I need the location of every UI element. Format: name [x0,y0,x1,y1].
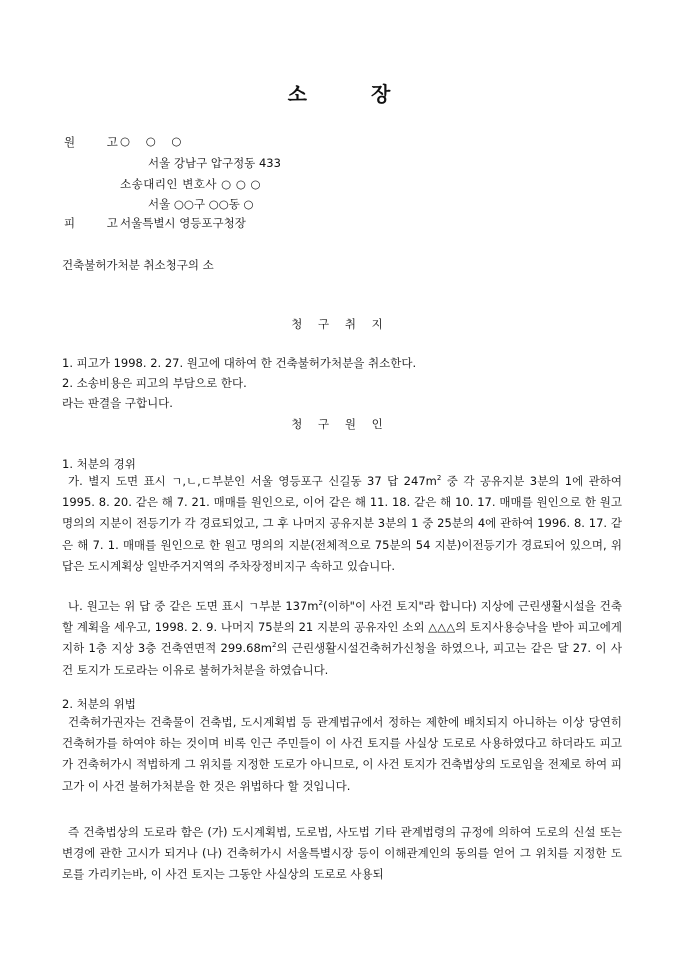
cause-heading: 청 구 원 인 [291,417,389,431]
claim-closing: 라는 판결을 구합니다. [62,396,173,410]
claim-item-1: 1. 피고가 1998. 2. 27. 원고에 대하여 한 건축불허가처분을 취소한다. [62,356,417,370]
plaintiff-label: 원 고 [64,135,132,149]
case-name: 건축불허가처분 취소청구의 소 [62,258,214,272]
plaintiff-name: ○ ○ ○ [120,134,188,148]
document-title [0,78,680,107]
claim-item-2: 2. 소송비용은 피고의 부담으로 한다. [62,376,247,390]
section1-paragraph-b: 나. 원고는 위 답 중 같은 도면 표시 ㄱ부분 $137m^2$(이하"이 사건 토지"라 합니다) 지상에 근린생활시설을 건축할 계획을 세우고, 1998. 2. 9. 나머지 75분의 21 지분의 공유자인 소외 △△△의 토지사용승낙을 받아 피고에게 지하 1층 지상 3층 건축연면적 $299.68m^2$의 근린생활시설건축허가신청을 하였으나, 피고는 같은 달 27. 이 사건 토지가 도로라는 이유로 불허가처분을 하였습니다. [62,599,622,677]
counsel-address: 서울 ○○구 ○○동 ○ [148,197,254,211]
defendant-name: 서울특별시 영등포구청장 [120,216,246,230]
section2-heading: 2. 처분의 위법 [62,697,136,711]
section1-paragraph-a: 가. 별지 도면 표시 ㄱ,ㄴ,ㄷ부분인 서울 영등포구 신길동 37 답 $247m^2$ 중 각 공유지분 3분의 1에 관하여 1995. 8. 20. 같은 해 7. 21. 매매를 원인으로, 이어 같은 해 11. 18. 같은 해 10. 17. 매매를 원인으로 한 원고명의의 지분이 전등기가 각 경료되었고, 그 후 나머지 공유지분 3분의 1 중 25분의 4에 관하여 1996. 8. 17. 같은 해 7. 1. 매매를 원인으로 한 원고 명의의 지분(전체적으로 75분의 54 지분)이전등기가 경료되어 있으며, 위 답은 도시계획상 일반주거지역의 주차장정비지구 속하고 있습니다. [62,474,623,573]
counsel: 소송대리인 변호사 ○ ○ ○ [120,177,262,191]
section2-paragraph-b: 즉 건축법상의 도로라 함은 (가) 도시계획법, 도로법, 사도법 기타 관계법령의 규정에 의하여 도로의 신설 또는 변경에 관한 고시가 되거나 (나) 건축허가시 서울특별시장 등이 이해관계인의 동의를 얻어 그 위치를 지정한 도로를 가리키는바, 이 사건 토지는 그동안 사실상의 도로로 사용되 [62,825,622,882]
defendant-label: 피 고 [64,216,132,230]
section1-heading: 1. 처분의 경위 [62,457,136,471]
title-first-char: 소 [287,82,309,106]
section2-paragraph-a: 건축허가권자는 건축물이 건축법, 도시계획법 등 관계법규에서 정하는 제한에 배치되지 아니하는 이상 당연히 건축허가를 하여야 하는 것이며 비록 인근 주민들이 이 사건 토지를 사실상 도로로 사용하였다고 하더라도 피고가 건축허가시 적법하게 그 위치를 지정한 도로가 아니므로, 이 사건 토지가 건축법상의 도로임을 전제로 하여 피고가 이 사건 불허가처분을 한 것은 위법하다 할 것입니다. [62,715,622,793]
claim-heading: 청 구 취 지 [291,317,389,331]
plaintiff-address: 서울 강남구 압구정동 433 [148,156,281,170]
title-second-char: 장 [371,82,393,106]
